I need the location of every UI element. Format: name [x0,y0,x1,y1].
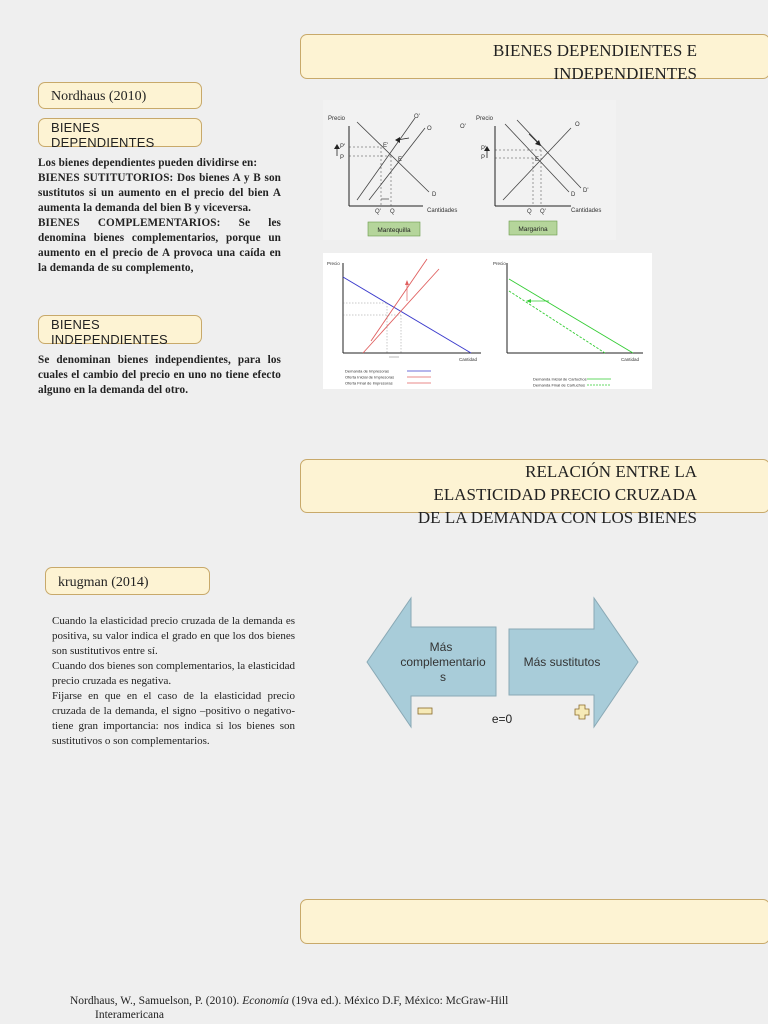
ylabel-impresoras: Precio [327,261,340,266]
title2-line-2: ELASTICIDAD PRECIO CRUZADA [433,485,697,504]
label-q-prime-left: Q' [375,209,381,215]
legend-oferta-final: Oferta Final de Impresoras [345,380,393,386]
source-krugman-label: krugman (2014) [58,575,149,590]
krugman-text [52,614,295,749]
minus-icon [418,708,432,714]
reference-rest: (19va ed.). México D.F, México: McGraw-Hill [288,995,509,1007]
label-q-left: Q [390,209,395,215]
label-e-left: E [398,157,403,163]
tag-margarina-label: Margarina [518,226,548,233]
independientes-p: Se denominan bienes independientes, para los cuales el cambio del precio en uno no tiene efecto alguno en la demanda del otro. [38,354,281,396]
figure-substitutes [323,100,616,240]
section-title-bienes [300,34,768,83]
label-q-right: Q [527,209,532,215]
reference [70,994,508,1022]
figure-substitutes-svg [323,100,616,240]
xlabel-left: Cantidades [427,208,458,214]
elasticity-arrows-svg [362,595,644,735]
ylabel-cartuchos: Precio [493,261,506,266]
xlabel-right: Cantidades [571,208,602,214]
label-d-prime-right: D' [583,188,589,194]
section-dep-line2: DEPENDIENTES [51,135,155,150]
title-line-2: INDEPENDIENTES [553,64,697,83]
label-p-right: P [481,155,486,161]
dependientes-p1: Los bienes dependientes pueden dividirse en: [38,157,258,169]
legend-demanda-impresoras: Demanda de Impresoras [345,368,390,374]
krugman-p1: Cuando la elasticidad precio cruzada de la demanda es positiva, su valor indica el grado en que los dos bienes son sustitutivos entre sí. [52,615,295,657]
reference-line2: Interamericana [95,1009,164,1021]
ylabel-right: Precio [476,116,494,122]
arrow-right-label: Más sustitutos [523,655,601,669]
figure-complements-svg [323,253,652,389]
dependientes-p2: BIENES SUTITUTORIOS: Dos bienes A y B son sustitutos si un aumento en el precio del bien A aumenta la demanda del bien B y viceversa. [38,172,281,214]
label-p-left: P [340,155,345,161]
label-o-prime-right: O' [460,124,466,130]
reference-authors: Nordhaus, W., Samuelson, P. (2010). [70,995,243,1007]
title2-line-1: RELACIÓN ENTRE LA [525,462,697,481]
xlabel-cartuchos: Cantidad [621,357,640,362]
section-title-elasticidad [300,459,768,527]
source-nordhaus-label: Nordhaus (2010) [51,89,147,104]
plus-icon [575,705,589,719]
arrow-left-line2: complementario [400,655,486,669]
arrow-left-line3: s [440,670,446,684]
legend-demanda-inicial-cartuchos: Demanda Inicial de Cartuchos [533,376,587,382]
label-p-prime-left: P' [340,144,346,150]
tag-mantequilla-label: Mantequilla [377,227,411,234]
legend-oferta-inicial: Oferta Inicial de Impresoras [345,374,395,380]
label-d-right: D [571,192,576,198]
title-line-1: BIENES DEPENDIENTES E [493,41,697,60]
reference-title: Economía [242,995,289,1007]
panel-margarina [460,116,601,235]
label-o-left: O [427,126,432,132]
empty-panel [300,899,768,944]
title2-line-3: DE LA DEMANDA CON LOS BIENES [417,508,697,527]
dependientes-text [38,156,281,276]
label-d-left: D [432,192,437,198]
independientes-text [38,353,281,398]
label-e-prime-left: E' [383,143,389,149]
section-indep-line2: INDEPENDIENTES [51,332,168,347]
label-q-prime-right: Q' [540,209,546,215]
figure-complements [323,253,652,389]
krugman-p2: Cuando dos bienes son complementarios, la elasticidad precio cruzada es negativa. [52,660,295,687]
krugman-p3: Fijarse en que en el caso de la elasticidad precio cruzada de la demanda, el signo –positivo o negativo- tiene gran importancia: nos indica si los bienes son sustitutivos o son complementarios. [52,690,295,747]
section-label-independientes [38,315,202,347]
panel-mantequilla [328,114,457,236]
section-dep-line1: BIENES [51,120,100,135]
arrow-left-line1: Más [429,640,453,654]
section-label-dependientes [38,118,202,150]
label-o-prime-left: O' [414,114,420,120]
source-nordhaus [38,82,202,109]
label-p-prime-right: P' [481,146,487,152]
ylabel-left: Precio [328,116,346,122]
elasticity-arrows [362,595,644,735]
section-indep-line1: BIENES [51,317,100,332]
label-e-right: E [535,157,540,163]
panel-cartuchos [493,261,643,388]
dependientes-p3: BIENES COMPLEMENTARIOS: Se les denomina bienes complementarios, porque un aumento en el precio de A provoca una caída en la demanda de su complemento, [38,217,281,274]
source-krugman [45,567,210,595]
label-o-right: O [575,122,580,128]
e-equals-zero-label: e=0 [491,712,513,726]
legend-demanda-final-cartuchos: Demanda Final de Cartuchos [533,382,586,388]
panel-impresoras [327,259,481,386]
xlabel-impresoras: Cantidad [459,357,478,362]
